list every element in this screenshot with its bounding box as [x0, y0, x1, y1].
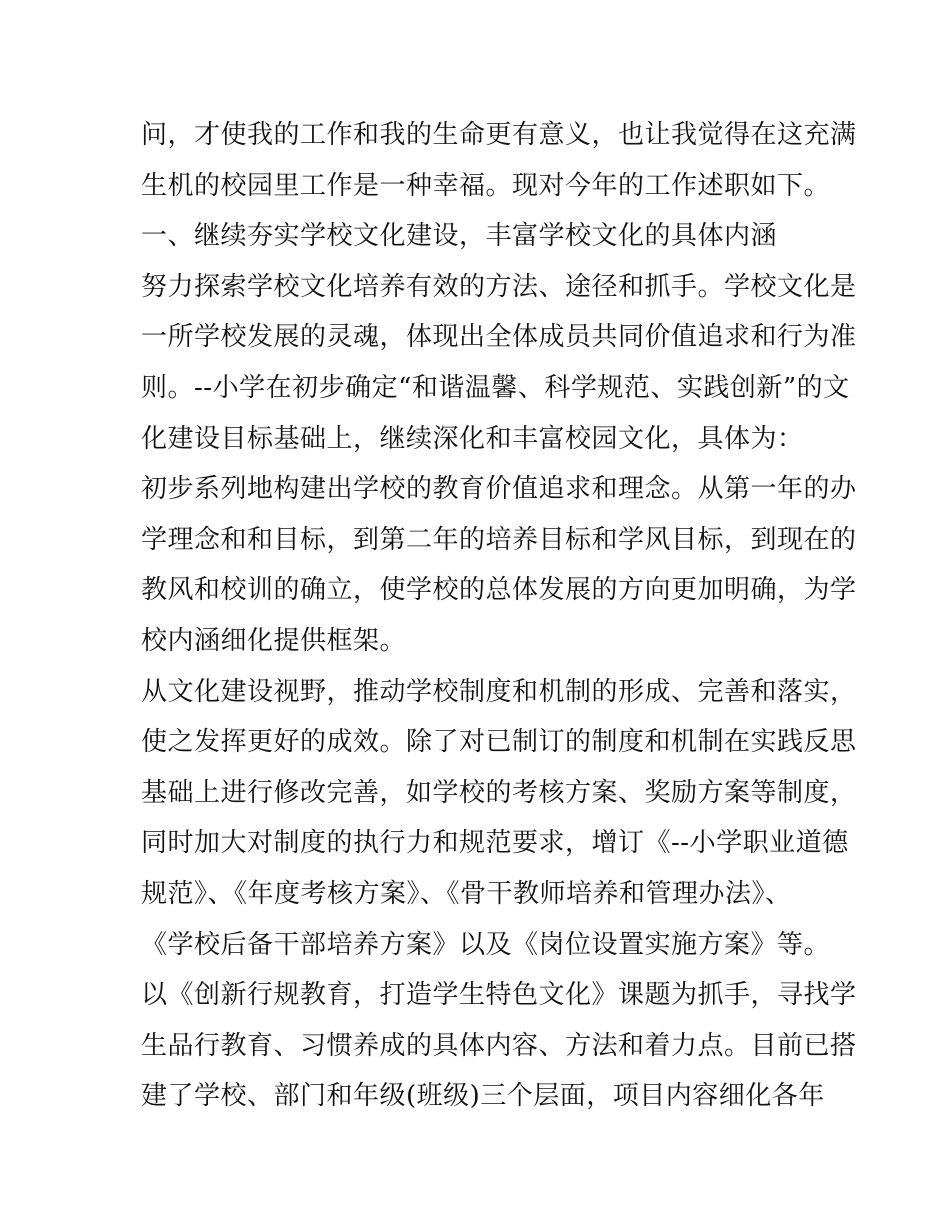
text-line: 从文化建设视野，推动学校制度和机制的形成、完善和落实， — [141, 676, 857, 707]
text-line: 学理念和和目标，到第二年的培养目标和学风目标，到现在的 — [141, 524, 857, 555]
text-line: 教风和校训的确立，使学校的总体发展的方向更加明确，为学 — [141, 575, 857, 606]
text-line: 生品行教育、习惯养成的具体内容、方法和着力点。目前已搭 — [141, 1030, 857, 1061]
text-line: 化建设目标基础上，继续深化和丰富校园文化，具体为： — [141, 423, 804, 454]
text-line: 校内涵细化提供框架。 — [141, 625, 407, 656]
text-line: 《学校后备干部培养方案》以及《岗位设置实施方案》等。 — [141, 929, 831, 960]
text-line: 初步系列地构建出学校的教育价值追求和理念。从第一年的办 — [141, 474, 857, 505]
text-line: 规范》、《年度考核方案》、《骨干教师培养和管理办法》、 — [141, 878, 792, 909]
text-line: 一所学校发展的灵魂，体现出全体成员共同价值追求和行为准 — [141, 322, 857, 353]
text-line: 建了学校、部门和年级(班级)三个层面，项目内容细化各年 — [141, 1081, 825, 1112]
text-line: 基础上进行修改完善，如学校的考核方案、奖励方案等制度， — [141, 777, 857, 808]
text-line: 问，才使我的工作和我的生命更有意义，也让我觉得在这充满 — [141, 120, 857, 150]
text-line: 以《创新行规教育，打造学生特色文化》课题为抓手，寻找学 — [141, 980, 857, 1011]
text-line: 同时加大对制度的执行力和规范要求，增订《--小学职业道德 — [141, 828, 849, 859]
text-line: 则。--小学在初步确定“和谐温馨、科学规范、实践创新”的文 — [141, 372, 850, 403]
section-heading: 一、继续夯实学校文化建设，丰富学校文化的具体内涵 — [141, 221, 778, 252]
text-line: 生机的校园里工作是一种幸福。现对今年的工作述职如下。 — [141, 170, 831, 201]
text-line: 使之发挥更好的成效。除了对已制订的制度和机制在实践反思 — [141, 727, 857, 758]
text-line: 努力探索学校文化培养有效的方法、途径和抓手。学校文化是 — [141, 271, 857, 302]
